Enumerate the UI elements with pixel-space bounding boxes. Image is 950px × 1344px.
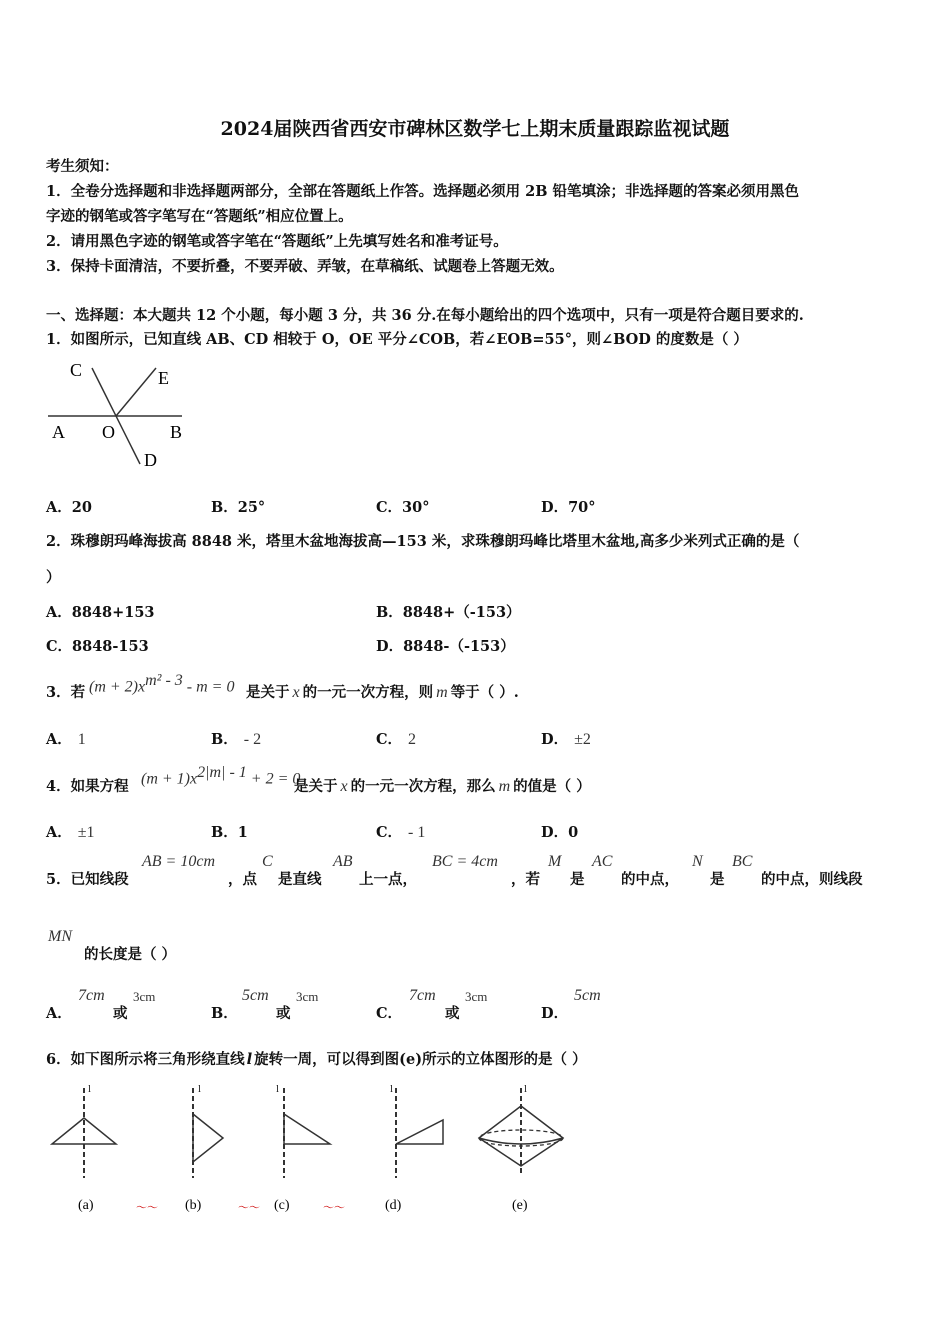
q3-eq-b: - m = 0: [182, 678, 235, 696]
q4-option-d: D．0: [541, 824, 579, 841]
q5-option-b-label: B．: [211, 1005, 238, 1022]
caption-b: (b): [185, 1198, 202, 1213]
q5-option-b-or: 或: [276, 1005, 291, 1022]
label-o: O: [102, 422, 115, 442]
figure-b-triangle: [193, 1114, 223, 1162]
q5-option-a-main: 7cm: [78, 987, 105, 1004]
q3-suffix: 等于（ ）.: [450, 684, 519, 701]
ray-oe: [116, 368, 156, 416]
q3-equation: [89, 672, 234, 696]
q5-option-c-alt: 3cm: [465, 989, 488, 1004]
q2-option-b: B．8848+（-153）: [376, 604, 521, 621]
q6-text: [46, 1048, 587, 1069]
figure-d: [385, 1083, 443, 1213]
notice-line-3: 3．保持卡面清洁，不要折叠，不要弄破、弄皱，在草稿纸、试题卷上答题无效。: [46, 258, 564, 275]
q5-m3: AB: [333, 853, 353, 870]
label-b: B: [170, 422, 183, 442]
q4-eq-b: + 2 = 0: [246, 770, 301, 788]
q5-t3: 是直线: [278, 871, 322, 888]
q1-option-a: A．20: [46, 499, 92, 516]
figure-a: [52, 1083, 116, 1213]
label-e: E: [158, 368, 169, 388]
figure-c-axis-label: l: [276, 1083, 280, 1095]
q4-var-m: m: [498, 778, 511, 795]
q5-t7: 的中点，: [621, 871, 679, 888]
figure-d-axis-label: l: [390, 1083, 394, 1095]
q6-text-a: 6．如下图所示将三角形绕直线: [46, 1051, 245, 1068]
q5-option-a-or: 或: [113, 1005, 128, 1022]
q4-eq-sup: 2|m| - 1: [197, 764, 247, 781]
notice-line-1b: 字迹的钢笔或答字笔写在“答题纸”相应位置上。: [46, 208, 353, 225]
q4-eq-a: (m + 1)x: [141, 770, 198, 788]
q5-t2: ，点: [228, 871, 257, 888]
q5-option-b-alt: 3cm: [296, 989, 319, 1004]
q4-equation: [141, 764, 300, 788]
notice-line-2: 2．请用黑色字迹的钢笔或答字笔在“答题纸”上先填写姓名和准考证号。: [46, 233, 508, 250]
q5-m1: AB = 10cm: [142, 853, 215, 870]
figure-d-triangle: [396, 1120, 443, 1144]
q2-option-c: C．8848-153: [46, 638, 149, 655]
mark-2: ～～: [238, 1201, 260, 1214]
q5-m5: M: [548, 853, 562, 870]
q4-mid-text: 是关于: [294, 778, 338, 795]
q5-t8: 是: [710, 871, 725, 888]
q4-var-x: x: [340, 778, 348, 795]
page-title: 2024届陕西省西安市碑林区数学七上期末质量跟踪监视试题: [220, 118, 730, 140]
q5-option-b-main: 5cm: [242, 987, 269, 1004]
q3-eq-a: (m + 2)x: [89, 678, 146, 696]
q2-option-a: A．8848+153: [46, 604, 155, 621]
q3-mid-text: 是关于: [246, 684, 290, 701]
label-c: C: [70, 360, 83, 380]
q4-suffix: 的值是（ ）: [513, 778, 591, 795]
caption-d: (d): [385, 1198, 402, 1213]
q1-figure: [44, 358, 194, 473]
label-a: A: [52, 422, 65, 442]
q4-mid: [294, 775, 591, 796]
q5-t10: 的长度是（ ）: [84, 946, 177, 963]
q5-t4: 上一点，: [359, 871, 417, 888]
caption-e: (e): [512, 1198, 528, 1213]
label-d: D: [144, 450, 157, 470]
q3-var-x: x: [292, 684, 300, 701]
q5-m6: AC: [592, 853, 613, 870]
q3-mid: [246, 681, 519, 702]
q5-t9: 的中点，则线段: [761, 871, 863, 888]
q1-option-b: B．25°: [211, 499, 266, 516]
q5-t1: 5．已知线段: [46, 871, 129, 888]
q5-option-c-or: 或: [445, 1005, 460, 1022]
q3-var-m: m: [436, 684, 448, 701]
q2-option-d: D．8848-（-153）: [376, 638, 515, 655]
mark-1: ～～: [136, 1201, 158, 1214]
q2-text-cont: ）: [46, 569, 61, 586]
q5-option-d-main: 5cm: [574, 987, 601, 1004]
q5-option-a-label: A．: [46, 1005, 72, 1022]
caption-a: (a): [78, 1198, 94, 1213]
figure-c-triangle: [284, 1114, 330, 1144]
q4-option-a: A． ±1: [46, 824, 95, 841]
q5-m7: N: [692, 853, 703, 870]
q5-option-a-alt: 3cm: [133, 989, 156, 1004]
figure-c: [274, 1083, 330, 1213]
q6-text-b: 旋转一周，可以得到图(e)所示的立体图形的是（ ）: [254, 1051, 587, 1068]
q3-option-d: D． ±2: [541, 731, 591, 748]
q3-eq-sup: m² - 3: [145, 672, 183, 689]
notice-line-1a: 1．全卷分选择题和非选择题两部分，全部在答题纸上作答。选择题必须用 2B 铅笔填涂；非选择题的答案必须用黑色: [46, 183, 800, 200]
notice-heading: 考生须知：: [46, 158, 119, 175]
figure-b-axis-label: l: [198, 1083, 202, 1095]
caption-c: (c): [274, 1198, 290, 1213]
q5-option-c-main: 7cm: [409, 987, 436, 1004]
q6-text-l: l: [246, 1051, 253, 1068]
section-heading: 一、选择题：本大题共 12 个小题，每小题 3 分，共 36 分.在每小题给出的四个选项中，只有一项是符合题目要求的.: [46, 307, 804, 324]
q3-option-a: A． 1: [46, 731, 86, 748]
q5-option-c-label: C．: [376, 1005, 403, 1022]
q1-option-d: D．70°: [541, 499, 596, 516]
q5-m9: MN: [48, 928, 72, 945]
q4-option-c: C． - 1: [376, 824, 426, 841]
q3-option-c: C． 2: [376, 731, 417, 748]
figure-a-axis-label: l: [88, 1083, 92, 1095]
q4-mid2-text: 的一元一次方程，那么: [350, 778, 496, 795]
q4-option-b: B．1: [211, 824, 248, 841]
q3-option-b: B． - 2: [211, 731, 262, 748]
q5-t5: ，若: [511, 871, 540, 888]
figure-e: [479, 1083, 563, 1213]
q5-m4: BC = 4cm: [432, 853, 498, 870]
q1-option-c: C．30°: [376, 499, 430, 516]
q1-text: 1．如图所示，已知直线 AB、CD 相较于 O，OE 平分∠COB，若∠EOB=55°，则∠BOD 的度数是（ ）: [46, 331, 748, 348]
q6-figures: [40, 1080, 600, 1220]
q5-t6: 是: [570, 871, 585, 888]
q3-prefix: 3．若: [46, 684, 86, 701]
q3-mid2-text: 的一元一次方程，则: [302, 684, 434, 701]
q5-option-d-label: D．: [541, 1005, 569, 1022]
figure-b: [185, 1083, 223, 1213]
mark-3: ～～: [323, 1201, 345, 1214]
q4-prefix: 4．如果方程: [46, 778, 129, 795]
figure-e-axis-label: l: [524, 1083, 528, 1095]
q5-m8: BC: [732, 853, 753, 870]
q2-text: 2．珠穆朗玛峰海拔高 8848 米，塔里木盆地海拔高—153 米，求珠穆朗玛峰比塔里木盆地,高多少米列式正确的是（: [46, 533, 800, 550]
q5-m2: C: [262, 853, 273, 870]
